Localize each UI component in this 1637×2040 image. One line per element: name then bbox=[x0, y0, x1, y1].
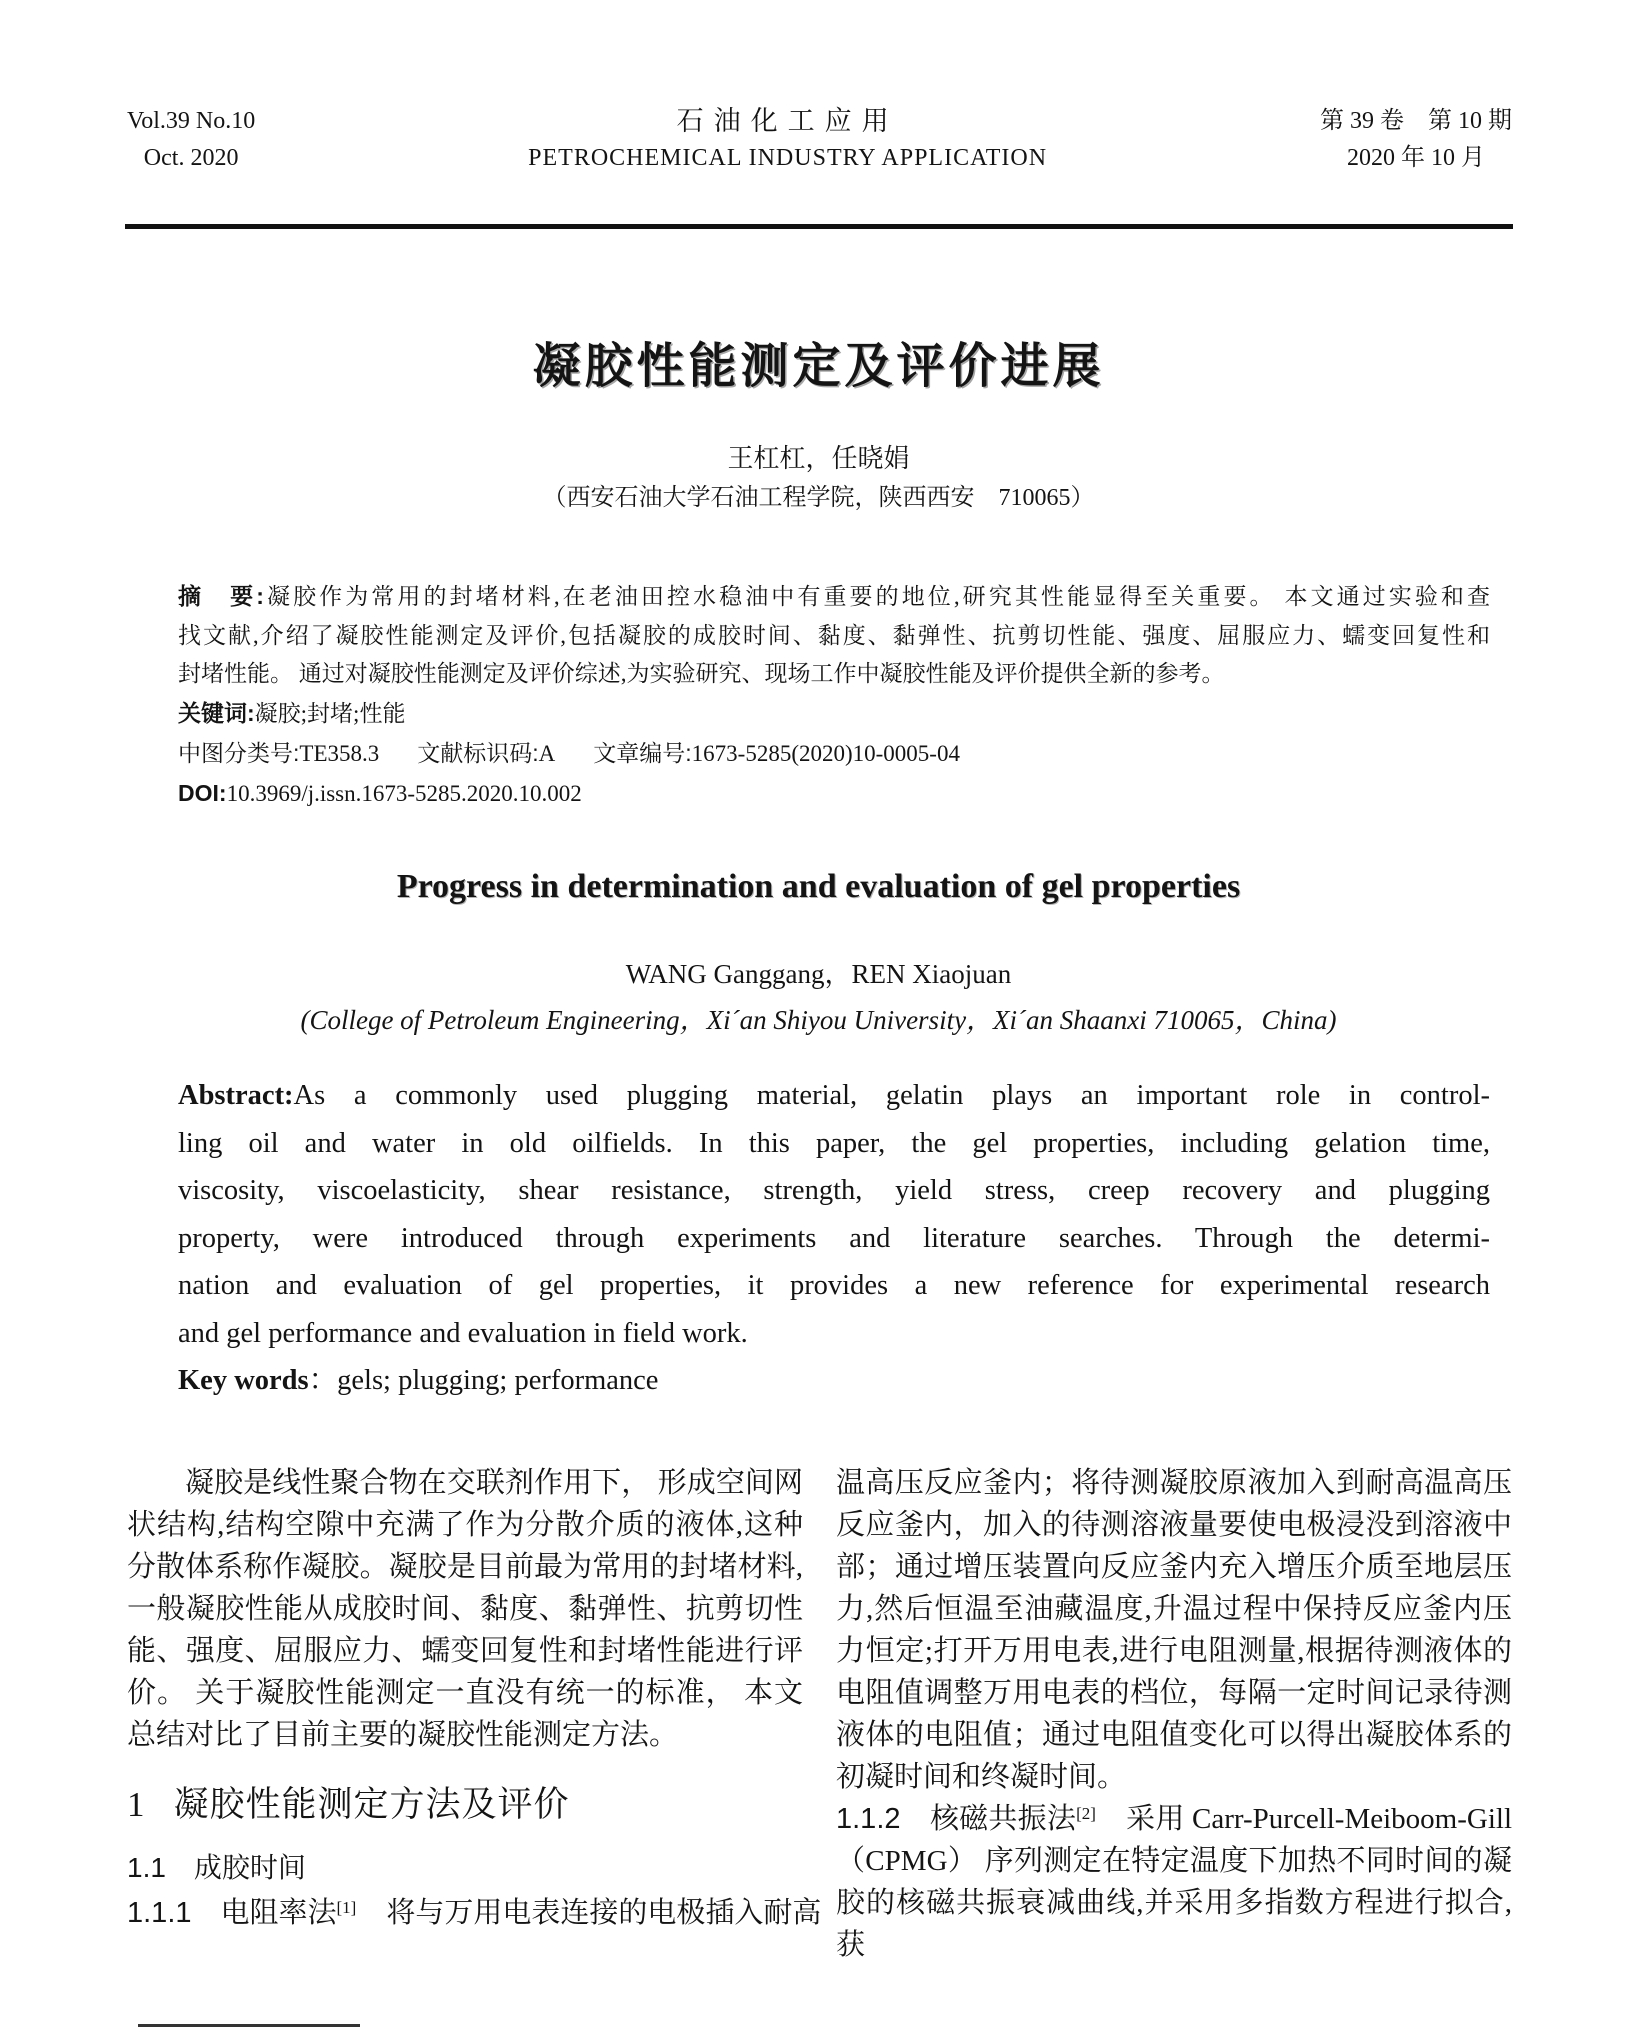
keywords-en-label: Key words bbox=[178, 1365, 309, 1396]
article-title-en: Progress in determination and evaluation of gel properties bbox=[396, 868, 1241, 905]
section-heading-1-1: 1.1 成胶时间 bbox=[127, 1852, 306, 1883]
header-journal-name-block bbox=[528, 103, 1047, 177]
header-rule bbox=[125, 224, 1513, 229]
doi-label: DOI: bbox=[178, 779, 227, 806]
chinese-meta-block bbox=[178, 577, 1490, 813]
doi-line: DOI:10.3969/j.issn.1673-5285.2020.10.002 bbox=[178, 779, 582, 806]
abstract-zh-label: 摘 要: bbox=[178, 583, 264, 609]
body-column-left bbox=[127, 1462, 822, 1934]
abstract-en-line: nation and evaluation of gel properties, it provides a new reference for experimental research bbox=[178, 1270, 1490, 1301]
classification-line: 中图分类号:TE358.3 文献标识码:A 文章编号:1673-5285(2020)10-0005-04 bbox=[178, 739, 960, 766]
intro-paragraph: 凝胶是线性聚合物在交联剂作用下， 形成空间网状结构,结构空隙中充满了作为分散介质的液体,这种分散体系称作凝胶。凝胶是目前最为常用的封堵材料,一般凝胶性能从成胶时间、黏度、黏弹性、抗剪切性能、强度、屈服应力、蠕变回复性和封堵性能进行评价。 关于凝胶性能测定一直没有统一的标准， 本文总结对比了目前主要的凝胶性能测定方法。 bbox=[127, 1467, 803, 1751]
abstract-zh-line: 找文献,介绍了凝胶性能测定及评价,包括凝胶的成胶时间、黏度、黏弹性、抗剪切性能、强度、屈服应力、蠕变回复性和 bbox=[178, 622, 1490, 648]
affiliation-en: (College of Petroleum Engineering，Xi´an Shiyou University，Xi´an Shaanxi 710065，China) bbox=[300, 1005, 1337, 1035]
keywords-en-line: Key words：gels; plugging; performance bbox=[178, 1365, 659, 1396]
journal-header bbox=[127, 103, 1512, 177]
issue-number-zh: 第 39 卷 第 10 期 bbox=[1319, 108, 1512, 134]
affiliation-zh: （西安石油大学石油工程学院，陕西西安 710065） bbox=[542, 485, 1095, 511]
section-heading-1: 1 凝胶性能测定方法及评价 bbox=[127, 1785, 570, 1824]
section-1-1-1-paragraph: 1.1.1 电阻率法[1] 将与万用电表连接的电极插入耐高 bbox=[127, 1897, 822, 1929]
issue-date-en: Oct. 2020 bbox=[143, 145, 239, 171]
body-column-right bbox=[836, 1462, 1512, 1966]
abstract-en-label: Abstract: bbox=[178, 1080, 294, 1111]
authors-zh: 王杠杠，任晓娟 bbox=[727, 444, 910, 473]
header-volume-block bbox=[127, 103, 255, 177]
authors-en: WANG Ganggang，REN Xiaojuan bbox=[625, 959, 1012, 989]
abstract-en-line: and gel performance and evaluation in field work. bbox=[178, 1317, 748, 1349]
abstract-en-line: property, were introduced through experiments and literature searches. Through the determi- bbox=[178, 1222, 1490, 1254]
abstract-en-line: Abstract:As a commonly used plugging material, gelatin plays an important role in control- bbox=[178, 1080, 1490, 1111]
article-no-label: 文章编号: bbox=[593, 739, 692, 766]
section-heading-1-1-1: 1.1.1 电阻率法 bbox=[127, 1897, 337, 1929]
abstract-zh-line: 封堵性能。 通过对凝胶性能测定及评价综述,为实验研究、现场工作中凝胶性能及评价提供全新的参考。 bbox=[178, 661, 1225, 687]
section-1-1-1-continuation: 温高压反应釜内；将待测凝胶原液加入到耐高温高压反应釜内，加入的待测溶液量要使电极浸没到溶液中部；通过增压装置向反应釜内充入增压介质至地层压力,然后恒温至油藏温度,升温过程中保持反应釜内压力恒定;打开万用电表,进行电阻测量,根据待测液体的电阻值调整万用电表的档位，每隔一定时间记录待测液体的电阻值；通过电阻值变化可以得出凝胶体系的初凝时间和终凝时间。 bbox=[836, 1467, 1512, 1793]
volume-number: Vol.39 No.10 bbox=[127, 108, 256, 134]
footnote-rule bbox=[138, 2024, 360, 2027]
section-1-1-2-paragraph: 1.1.2 核磁共振法[2] 采用 Carr-Purcell-Meiboom-Gill（CPMG） 序列测定在特定温度下加热不同时间的凝胶的核磁共振衰减曲线,并采用多指数方程进行拟合,获 bbox=[836, 1803, 1513, 1961]
keywords-zh-line: 关键词:凝胶;封堵;性能 bbox=[178, 700, 406, 727]
reference-mark-1: [1] bbox=[336, 1898, 357, 1917]
abstract-en-line: ling oil and water in old oilfields. In this paper, the gel properties, including gelation time, bbox=[178, 1127, 1490, 1159]
abstract-en-line: viscosity, viscoelasticity, shear resistance, strength, yield stress, creep recovery and plugging bbox=[178, 1175, 1490, 1206]
doc-code-label: 文献标识码: bbox=[417, 739, 539, 766]
section-heading-1-1-2: 1.1.2 核磁共振法 bbox=[836, 1803, 1077, 1835]
reference-mark-2: [2] bbox=[1076, 1804, 1096, 1823]
issue-date-zh: 2020 年 10 月 bbox=[1346, 145, 1485, 171]
article-title-zh: 凝胶性能测定及评价进展 bbox=[532, 340, 1105, 393]
journal-name-en: PETROCHEMICAL INDUSTRY APPLICATION bbox=[528, 145, 1048, 171]
clc-label: 中图分类号: bbox=[178, 739, 300, 766]
english-abstract-block bbox=[178, 1072, 1490, 1405]
keywords-zh-label: 关键词: bbox=[178, 700, 255, 727]
header-issue-block bbox=[1320, 103, 1512, 177]
journal-name-zh: 石油化工应用 bbox=[676, 106, 899, 136]
abstract-zh-line: 摘 要:凝胶作为常用的封堵材料,在老油田控水稳油中有重要的地位,研究其性能显得至关重要。 本文通过实验和查 bbox=[178, 583, 1490, 609]
